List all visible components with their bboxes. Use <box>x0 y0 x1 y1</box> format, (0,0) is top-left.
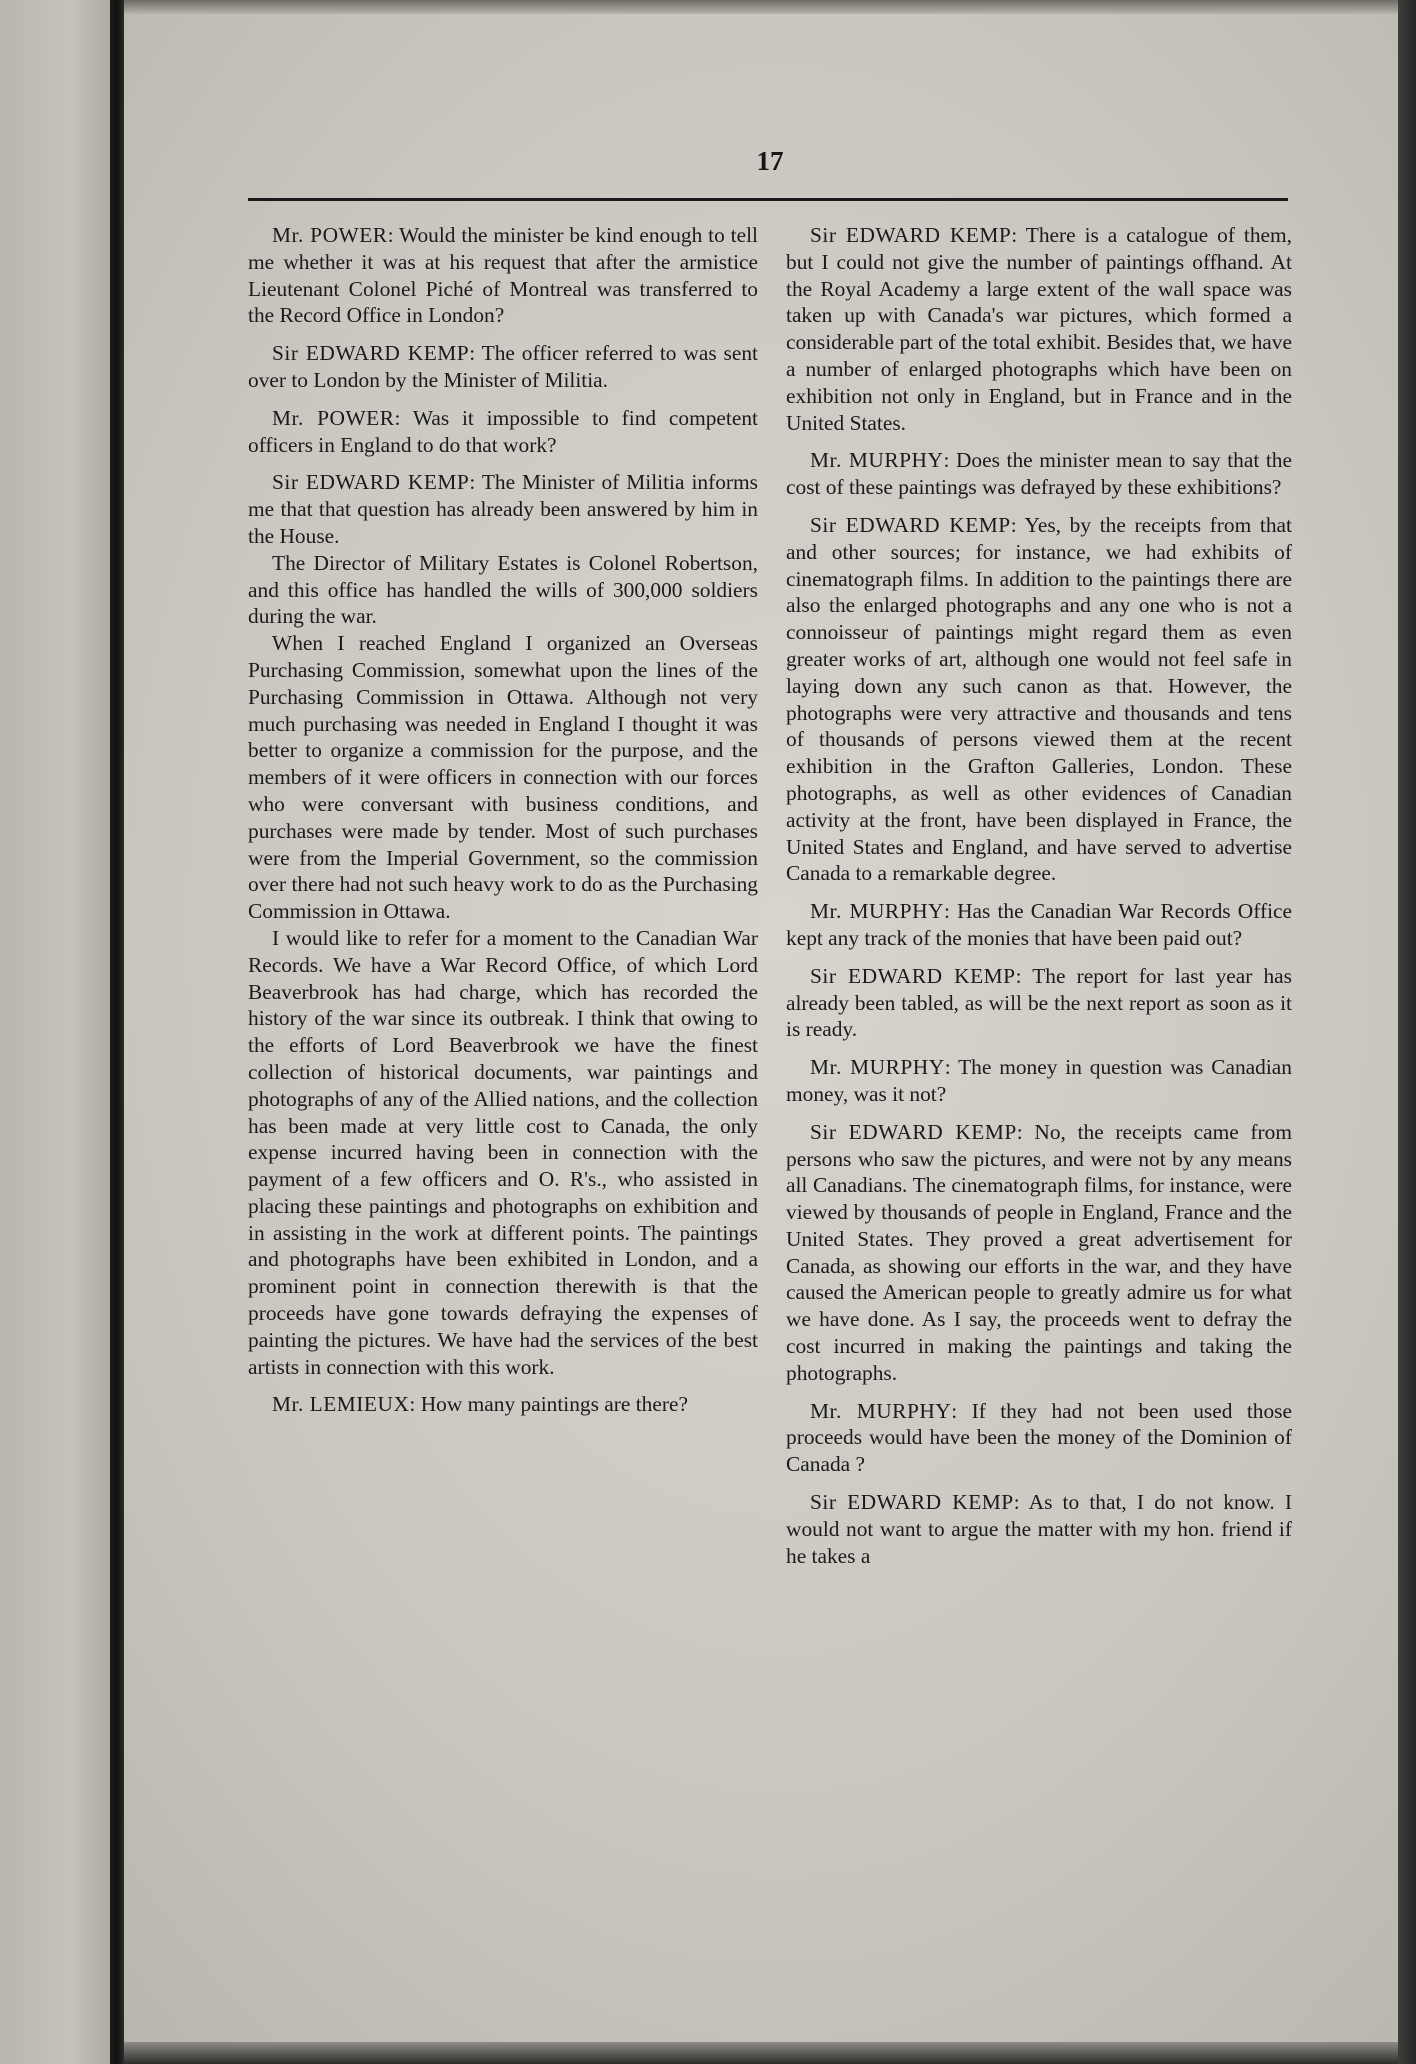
paragraph-text: : Does the minister mean to say that the cost of these paintings was defrayed by these exhibitions? <box>786 448 1293 500</box>
paragraph-text: : The money in question was Canadian money, was it not? <box>786 1055 1292 1106</box>
speaker-name: Mr. POWER <box>272 223 388 247</box>
speaker-name: Mr. LEMIEUX <box>272 1392 410 1417</box>
paragraph <box>786 1054 1292 1108</box>
speaker-name: Mr. MURPHY <box>810 1055 945 1080</box>
paragraph <box>786 1398 1292 1478</box>
header-rule <box>248 198 1288 201</box>
paragraph-text: : Yes, by the receipts from that and other sources; for instance, we had exhibits of cinematograph films. In addition to the paintings there are also the enlarged photographs and any one who is not a connoisseur of paintings might regard them as even greater works of art, although one would not feel safe in laying down any such canon as that. However, the photographs were very attractive and thousands and tens of thousands of persons viewed them at the recent exhibition in the Grafton Galleries, London. These photographs, as well as other evidences of Canadian activity at the front, have been displayed in France, the United States and England, and have served to advertise Canada to a remarkable degree. <box>786 512 1292 886</box>
paragraph <box>248 550 758 630</box>
paragraph-text: : How many paintings are there? <box>409 1392 688 1417</box>
paragraph-text: : The officer referred to was sent over to London by the Minister of Militia. <box>248 341 758 392</box>
speaker-name: Sir EDWARD KEMP <box>272 470 470 495</box>
page-number: 17 <box>756 146 784 176</box>
speaker-name: Mr. MURPHY <box>810 448 944 473</box>
paragraph-text: : No, the receipts came from persons who saw the pictures, and were not by any means all Canadians. The cinematograph films, for instance, were viewed by thousands of people in England, France and the United States. They proved a great advertisement for Canada, as showing our efforts in the war, and they have caused the American people to greatly admire us for what we have done. As I say, the proceeds went to defray the cost incurred in making the paintings and taking the photographs. <box>786 1119 1292 1385</box>
speaker-name: Sir EDWARD KEMP <box>810 1490 1014 1515</box>
paragraph <box>248 340 758 394</box>
paragraph <box>786 222 1292 436</box>
paragraph <box>248 469 758 549</box>
paragraph-text: : As to that, I do not know. I would not want to argue the matter with my hon. friend if he takes a <box>786 1490 1292 1568</box>
paragraph <box>248 925 758 1381</box>
paragraph-text: : Would the minister be kind enough to tell me whether it was at his request that after the armistice Lieutenant Colonel Piché of Montreal was transferred to the Record Office in London? <box>248 223 759 328</box>
speaker-name: Sir EDWARD KEMP <box>272 341 470 366</box>
paragraph <box>248 1391 758 1418</box>
scan-right-edge <box>1398 0 1416 2064</box>
paragraph <box>786 447 1292 501</box>
paragraph <box>786 512 1292 887</box>
paragraph <box>786 1489 1292 1569</box>
left-column <box>248 222 758 1429</box>
paragraph <box>248 630 758 925</box>
paragraph <box>786 963 1292 1043</box>
book-spine <box>110 0 124 2064</box>
speaker-name: Sir EDWARD KEMP <box>810 223 1012 247</box>
scan-top-edge <box>124 0 1398 14</box>
speaker-name: Sir EDWARD KEMP <box>810 1119 1017 1144</box>
paragraph-text: I would like to refer for a moment to the Canadian War Records. We have a War Record Office, of which Lord Beaverbrook has had charge, which has recorded the history of the war since its outbreak. I think that owing to the efforts of Lord Beaverbrook we have the finest collection of historical documents, war paintings and photographs of any of the Allied nations, and the collection has been made at very little cost to Canada, the only expense incurred having been in connection with the payment of a few officers and O. R's., who assisted in placing these paintings and photographs on exhibition and in assisting in the work at different points. The paintings and photographs have been exhibited in London, and a prominent point in connection therewith is that the proceeds have gone towards defraying the expenses of painting the pictures. We have had the services of the best artists in connection with this work. <box>248 925 758 1379</box>
paragraph-text: : The report for last year has already been tabled, as will be the next report as soon as it is ready. <box>786 963 1292 1042</box>
paragraph-text: The Director of Military Estates is Colonel Robertson, and this office has handled the wills of 300,000 soldiers during the war. <box>248 550 758 629</box>
speaker-name: Sir EDWARD KEMP <box>810 963 1016 988</box>
right-column <box>786 222 1292 1580</box>
paragraph-text: : Was it impossible to find competent officers in England to do that work? <box>248 405 758 457</box>
paragraph-text: : The Minister of Militia informs me that that question has already been answered by him in the House. <box>248 470 758 548</box>
speaker-name: Mr. POWER <box>272 405 395 430</box>
scan-bottom-edge <box>124 2042 1398 2064</box>
speaker-name: Mr. MURPHY <box>810 899 944 924</box>
paragraph <box>786 898 1292 952</box>
paragraph-text: : Has the Canadian War Records Office kept any track of the monies that have been paid out? <box>786 899 1292 950</box>
paragraph-text: When I reached England I organized an Overseas Purchasing Commission, somewhat upon the lines of the Purchasing Commission in Ottawa. Although not very much purchasing was needed in England I thought it was better to organize a commission for the purpose, and the members of it were officers in connection with our forces who were conversant with business conditions, and purchases were made by tender. Most of such purchases were from the Imperial Government, so the commission over there had not such heavy work to do as the Purchasing Commission in Ottawa. <box>248 631 758 924</box>
facing-page-edge <box>0 0 118 2064</box>
speaker-name: Sir EDWARD KEMP <box>810 512 1011 537</box>
paragraph <box>248 222 758 329</box>
paragraph <box>786 1119 1292 1387</box>
paragraph <box>248 405 758 459</box>
paragraph-text: : There is a catalogue of them, but I could not give the number of paintings offhand. At the Royal Academy a large extent of the wall space was taken up with Canada's war pictures, which formed a considerable part of the total exhibit. Besides that, we have a number of enlarged photographs which have been on exhibition not only in England, but in France and in the United States. <box>786 223 1292 435</box>
speaker-name: Mr. MURPHY <box>810 1398 952 1423</box>
paragraph-text: : If they had not been used those proceeds would have been the money of the Dominion of Canada ? <box>786 1398 1292 1477</box>
